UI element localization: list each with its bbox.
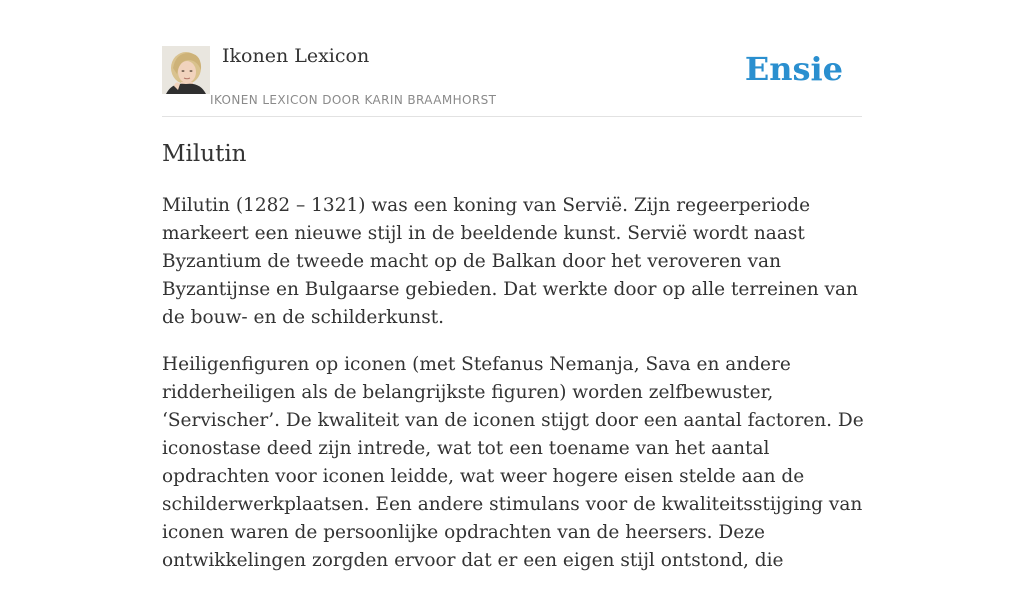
avatar[interactable] — [162, 46, 210, 94]
author-line[interactable]: IKONEN LEXICON DOOR KARIN BRAAMHORST — [210, 93, 497, 107]
lexicon-name[interactable]: Ikonen Lexicon — [222, 45, 370, 67]
brand-logo[interactable]: Ensie — [744, 50, 843, 88]
header — [162, 0, 862, 117]
article-paragraph: Milutin (1282 – 1321) was een koning van Servië. Zijn regeerperiode markeert een nieuwe stijl in de beeldende kunst. Servië wordt naast Byzantium de tweede macht op de Balkan door het veroveren van Byzantijnse en Bulgaarse gebieden. Dat werkte door op alle terreinen van de bouw- en de schilderkunst. — [162, 195, 858, 328]
author-portrait-icon — [162, 46, 210, 94]
article — [162, 138, 864, 594]
article-paragraph: Heiligenfiguren op iconen (met Stefanus Nemanja, Sava en andere ridderheiligen als de belangrijkste figuren) worden zelfbewuster, ‘Servischer’. De kwaliteit van de iconen stijgt door een aantal factoren. De iconostase deed zijn intrede, wat tot een toename van het aantal opdrachten voor iconen leidde, wat weer hogere eisen stelde aan de schilderwerkplaatsen. Een andere stimulans voor de kwaliteitsstijging van iconen waren de persoonlijke opdrachten van de heersers. Deze ontwikkelingen zorgden ervoor dat er een eigen stijl ontstond, die — [162, 354, 864, 571]
page-title: Milutin — [162, 141, 247, 167]
